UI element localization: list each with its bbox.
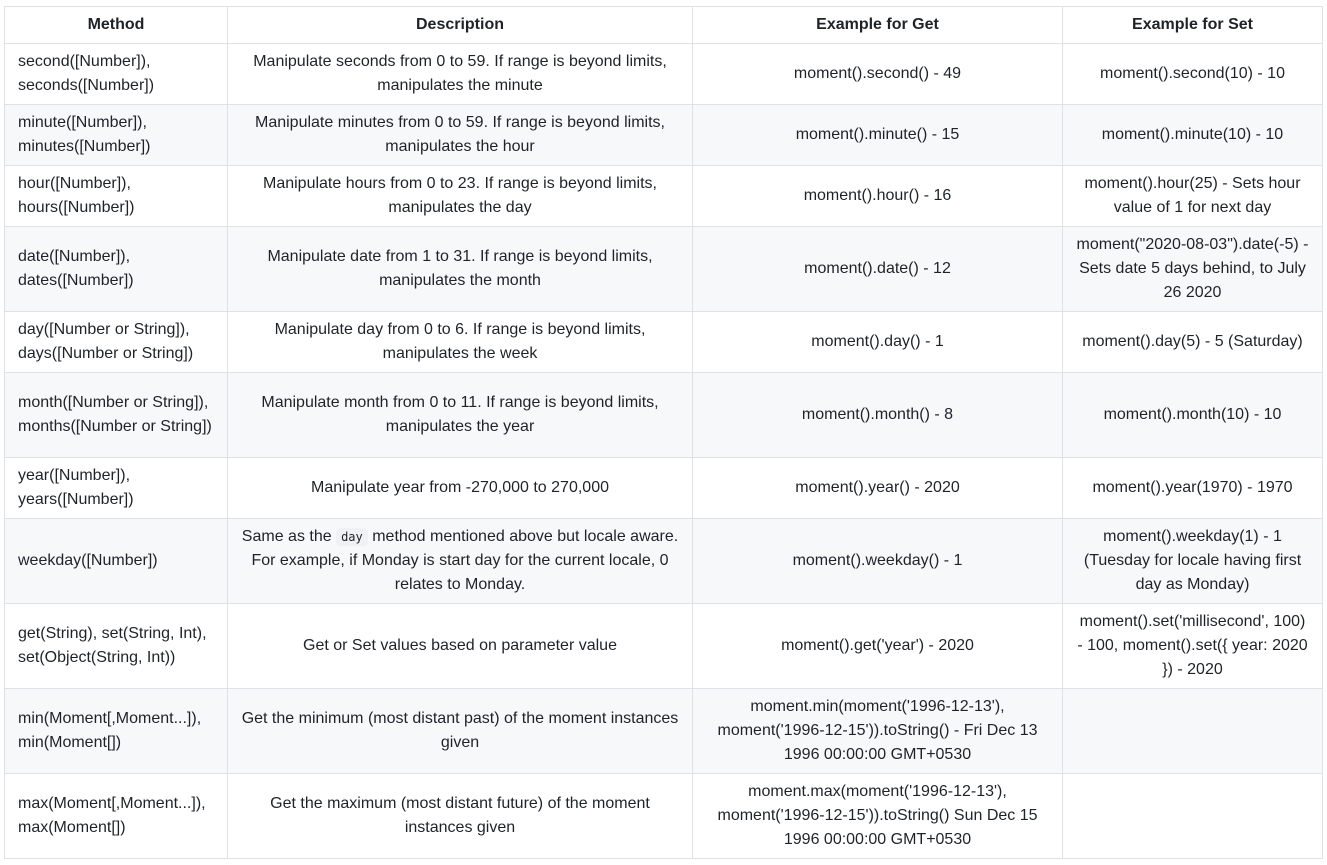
cell-get-example: moment.min(moment('1996-12-13'), moment('1996-12-15')).toString() - Fri Dec 13 1996 00:00:00 GMT+0530 bbox=[693, 689, 1063, 774]
table-row bbox=[5, 105, 1323, 166]
inline-code-day: day bbox=[336, 528, 368, 546]
description-text: method mentioned above but locale aware. For example, if Monday is start day for the current locale, 0 relates to Monday. bbox=[251, 528, 679, 593]
cell-method: year([Number]), years([Number]) bbox=[5, 458, 228, 519]
cell-set-example: moment("2020-08-03").date(-5) - Sets date 5 days behind, to July 26 2020 bbox=[1063, 227, 1323, 312]
description-text: Same as the bbox=[241, 528, 337, 545]
cell-get-example: moment().month() - 8 bbox=[693, 373, 1063, 458]
cell-get-example: moment().day() - 1 bbox=[693, 312, 1063, 373]
cell-method: min(Moment[,Moment...]), min(Moment[]) bbox=[5, 689, 228, 774]
cell-method: month([Number or String]), months([Number or String]) bbox=[5, 373, 228, 458]
table-row bbox=[5, 519, 1323, 604]
cell-set-example: moment().minute(10) - 10 bbox=[1063, 105, 1323, 166]
cell-get-example: moment().second() - 49 bbox=[693, 44, 1063, 105]
cell-set-example bbox=[1063, 774, 1323, 859]
table-row bbox=[5, 373, 1323, 458]
cell-set-example: moment().day(5) - 5 (Saturday) bbox=[1063, 312, 1323, 373]
cell-set-example: moment().second(10) - 10 bbox=[1063, 44, 1323, 105]
cell-method: weekday([Number]) bbox=[5, 519, 228, 604]
cell-method: date([Number]), dates([Number]) bbox=[5, 227, 228, 312]
cell-set-example: moment().month(10) - 10 bbox=[1063, 373, 1323, 458]
header-row bbox=[5, 7, 1323, 44]
cell-description: Manipulate date from 1 to 31. If range is beyond limits, manipulates the month bbox=[228, 227, 693, 312]
table-row bbox=[5, 689, 1323, 774]
table-row bbox=[5, 227, 1323, 312]
header-description: Description bbox=[228, 7, 693, 44]
header-example-get: Example for Get bbox=[693, 7, 1063, 44]
cell-set-example: moment().weekday(1) - 1 (Tuesday for locale having first day as Monday) bbox=[1063, 519, 1323, 604]
cell-description: Manipulate day from 0 to 6. If range is beyond limits, manipulates the week bbox=[228, 312, 693, 373]
cell-description: Get the minimum (most distant past) of the moment instances given bbox=[228, 689, 693, 774]
cell-get-example: moment().year() - 2020 bbox=[693, 458, 1063, 519]
header-example-set: Example for Set bbox=[1063, 7, 1323, 44]
cell-description: Manipulate seconds from 0 to 59. If range is beyond limits, manipulates the minute bbox=[228, 44, 693, 105]
table-row bbox=[5, 166, 1323, 227]
cell-description: Get the maximum (most distant future) of the moment instances given bbox=[228, 774, 693, 859]
table-row bbox=[5, 44, 1323, 105]
cell-method: second([Number]), seconds([Number]) bbox=[5, 44, 228, 105]
cell-set-example: moment().set('millisecond', 100) - 100, moment().set({ year: 2020 }) - 2020 bbox=[1063, 604, 1323, 689]
cell-method: day([Number or String]), days([Number or String]) bbox=[5, 312, 228, 373]
moment-getset-table bbox=[4, 6, 1323, 859]
cell-get-example: moment().get('year') - 2020 bbox=[693, 604, 1063, 689]
cell-method: get(String), set(String, Int), set(Object(String, Int)) bbox=[5, 604, 228, 689]
table-row bbox=[5, 312, 1323, 373]
header-method: Method bbox=[5, 7, 228, 44]
cell-get-example: moment().hour() - 16 bbox=[693, 166, 1063, 227]
cell-set-example: moment().hour(25) - Sets hour value of 1 for next day bbox=[1063, 166, 1323, 227]
cell-set-example: moment().year(1970) - 1970 bbox=[1063, 458, 1323, 519]
cell-get-example: moment.max(moment('1996-12-13'), moment('1996-12-15')).toString() Sun Dec 15 1996 00:00:00 GMT+0530 bbox=[693, 774, 1063, 859]
cell-method: hour([Number]), hours([Number]) bbox=[5, 166, 228, 227]
cell-description: Manipulate month from 0 to 11. If range is beyond limits, manipulates the year bbox=[228, 373, 693, 458]
cell-set-example bbox=[1063, 689, 1323, 774]
cell-description: Manipulate year from -270,000 to 270,000 bbox=[228, 458, 693, 519]
cell-description: Get or Set values based on parameter value bbox=[228, 604, 693, 689]
cell-get-example: moment().date() - 12 bbox=[693, 227, 1063, 312]
cell-description: Manipulate hours from 0 to 23. If range is beyond limits, manipulates the day bbox=[228, 166, 693, 227]
cell-method: max(Moment[,Moment...]), max(Moment[]) bbox=[5, 774, 228, 859]
cell-method: minute([Number]), minutes([Number]) bbox=[5, 105, 228, 166]
cell-get-example: moment().weekday() - 1 bbox=[693, 519, 1063, 604]
table-row bbox=[5, 604, 1323, 689]
cell-get-example: moment().minute() - 15 bbox=[693, 105, 1063, 166]
cell-description bbox=[228, 519, 693, 604]
table-row bbox=[5, 774, 1323, 859]
table-row bbox=[5, 458, 1323, 519]
cell-description: Manipulate minutes from 0 to 59. If range is beyond limits, manipulates the hour bbox=[228, 105, 693, 166]
